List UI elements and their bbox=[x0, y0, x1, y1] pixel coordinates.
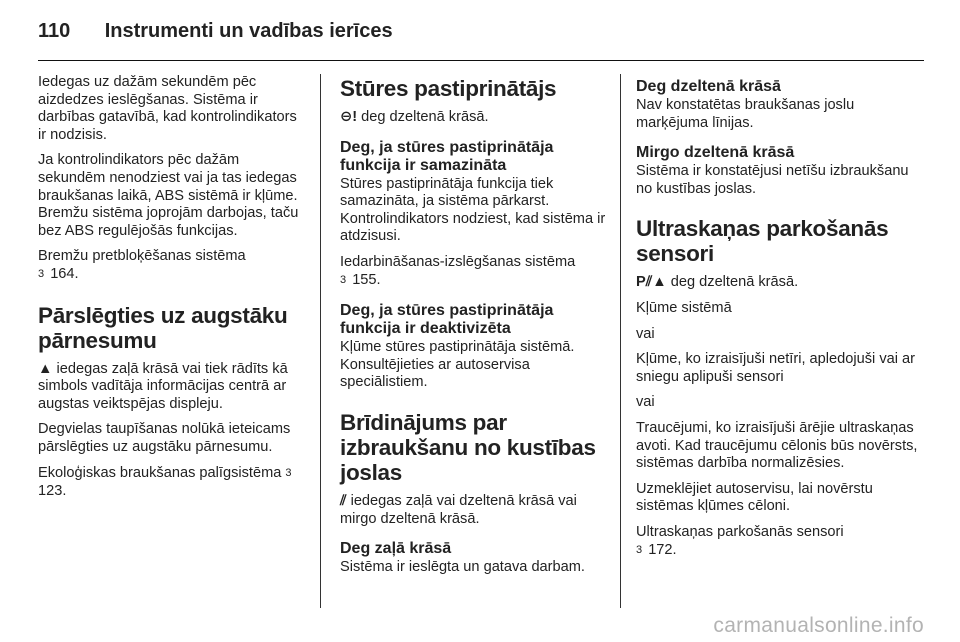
paragraph-with-ref bbox=[38, 465, 300, 501]
page-ref-arrow-icon: 3 bbox=[636, 543, 643, 556]
paragraph-text: Bremžu pretbloķēšanas sistēma bbox=[38, 248, 246, 265]
subheading-green: Deg zaļā krāsā bbox=[340, 540, 452, 558]
page-ref-arrow-icon: 3 bbox=[340, 273, 347, 286]
section-heading-lane-departure: Brīdinājums par izbraukšanu no kustības joslas bbox=[340, 409, 596, 485]
parking-sensor-icon: P⫽▲ bbox=[636, 274, 667, 291]
section-heading-power-steering: Stūres pastiprinātājs bbox=[340, 76, 557, 101]
paragraph: Traucējumi, ko izraisījuši ārējie ultraskaņas avoti. Kad traucējumu cēlonis būs novērsts, sistēmas darbība normalizēsies. bbox=[636, 419, 918, 472]
paragraph: Stūres pastiprinātāja funkcija tiek samazināta, ja sistēma pārkarst. Kontrolindikators nodziest, kad sistēma ir atdzisusi. bbox=[340, 175, 606, 245]
column-right bbox=[636, 74, 926, 568]
column-left bbox=[38, 74, 300, 509]
paragraph: Nav konstatētas braukšanas joslu marķējuma līnijas. bbox=[636, 97, 855, 131]
subheading-yellow: Deg dzeltenā krāsā bbox=[636, 78, 781, 95]
page-title: Instrumenti un vadības ierīces bbox=[104, 20, 393, 42]
header-rule bbox=[38, 60, 924, 61]
paragraph: Iedegas uz dažām sekundēm pēc aizdedzes ieslēgšanas. Sistēma ir darbības gatavībā, kad kontrolindikators ir nodzisis. bbox=[38, 74, 297, 143]
paragraph: vai bbox=[636, 325, 655, 342]
paragraph bbox=[340, 493, 608, 528]
paragraph-with-ref bbox=[636, 524, 926, 560]
column-divider bbox=[320, 74, 321, 608]
paragraph-with-ref bbox=[38, 248, 300, 284]
column-middle bbox=[340, 74, 608, 585]
watermark: carmanualsonline.info bbox=[713, 614, 924, 637]
paragraph-text: Ultraskaņas parkošanās sensori bbox=[636, 523, 844, 540]
paragraph-text: deg dzeltenā krāsā. bbox=[670, 274, 799, 291]
page-ref[interactable]: 123. bbox=[38, 483, 67, 500]
subheading-blinking: Mirgo dzeltenā krāsā bbox=[636, 144, 795, 162]
paragraph-text: iedegas zaļā krāsā vai tiek rādīts kā simbols vadītāja informācijas centrā ar augstas veiktspējas displeju. bbox=[38, 360, 288, 412]
page-ref[interactable]: 164. bbox=[50, 265, 79, 282]
subheading-reduced: Deg, ja stūres pastiprinātāja funkcija ir samazināta bbox=[340, 138, 554, 174]
paragraph bbox=[636, 274, 926, 292]
paragraph-text: deg dzeltenā krāsā. bbox=[361, 109, 489, 125]
column-divider bbox=[620, 74, 621, 608]
upshift-icon: ▲ bbox=[38, 360, 53, 377]
page-ref-arrow-icon: 3 bbox=[38, 267, 45, 280]
paragraph-text: Ekoloģiskas braukšanas palīgsistēma bbox=[38, 464, 282, 481]
paragraph bbox=[340, 109, 608, 127]
paragraph-text: iedegas zaļā vai dzeltenā krāsā vai mirgo dzeltenā krāsā. bbox=[340, 492, 577, 527]
page-ref[interactable]: 155. bbox=[352, 271, 381, 288]
paragraph: Kļūme, ko izraisījuši netīri, apledojuši vai ar sniegu aplipuši sensori bbox=[636, 351, 916, 385]
paragraph: Uzmeklējiet autoservisu, lai novērstu sistēmas kļūmes cēloni. bbox=[636, 480, 873, 515]
paragraph bbox=[38, 361, 300, 414]
lane-departure-icon: ⫽ bbox=[340, 492, 347, 509]
page-number: 110 bbox=[38, 20, 71, 42]
paragraph: Sistēma ir konstatējusi netīšu izbraukšanu no kustības joslas. bbox=[636, 163, 909, 197]
section-heading-parking-sensors: Ultraskaņas parkošanās sensori bbox=[636, 216, 889, 267]
power-steering-icon: ⊖! bbox=[340, 109, 358, 125]
subheading-deactivated: Deg, ja stūres pastiprinātāja funkcija ir deaktivizēta bbox=[340, 302, 554, 338]
paragraph-with-ref bbox=[340, 254, 608, 290]
paragraph: Sistēma ir ieslēgta un gatava darbam. bbox=[340, 559, 585, 576]
paragraph: Kļūme stūres pastiprinātāja sistēmā. Konsultējieties ar autoservisa speciālistiem. bbox=[340, 339, 575, 391]
paragraph: Ja kontrolindikators pēc dažām sekundēm nenodziest vai ja tas iedegas braukšanas laikā, ABS sistēmā ir kļūme. Bremžu sistēma joprojām darbojas, taču bez ABS regulējošās funkcijas. bbox=[38, 152, 299, 239]
page-ref[interactable]: 172. bbox=[648, 541, 677, 558]
paragraph: Kļūme sistēmā bbox=[636, 299, 732, 316]
paragraph: Degvielas taupīšanas nolūkā ieteicams pārslēgties uz augstāku pārnesumu. bbox=[38, 421, 291, 455]
page-header bbox=[38, 20, 393, 48]
paragraph-text: Iedarbināšanas-izslēgšanas sistēma bbox=[340, 253, 576, 270]
paragraph: vai bbox=[636, 394, 655, 411]
section-heading-upshift: Pārslēgties uz augstāku pārnesumu bbox=[38, 302, 288, 353]
page-ref-arrow-icon: 3 bbox=[285, 466, 292, 479]
